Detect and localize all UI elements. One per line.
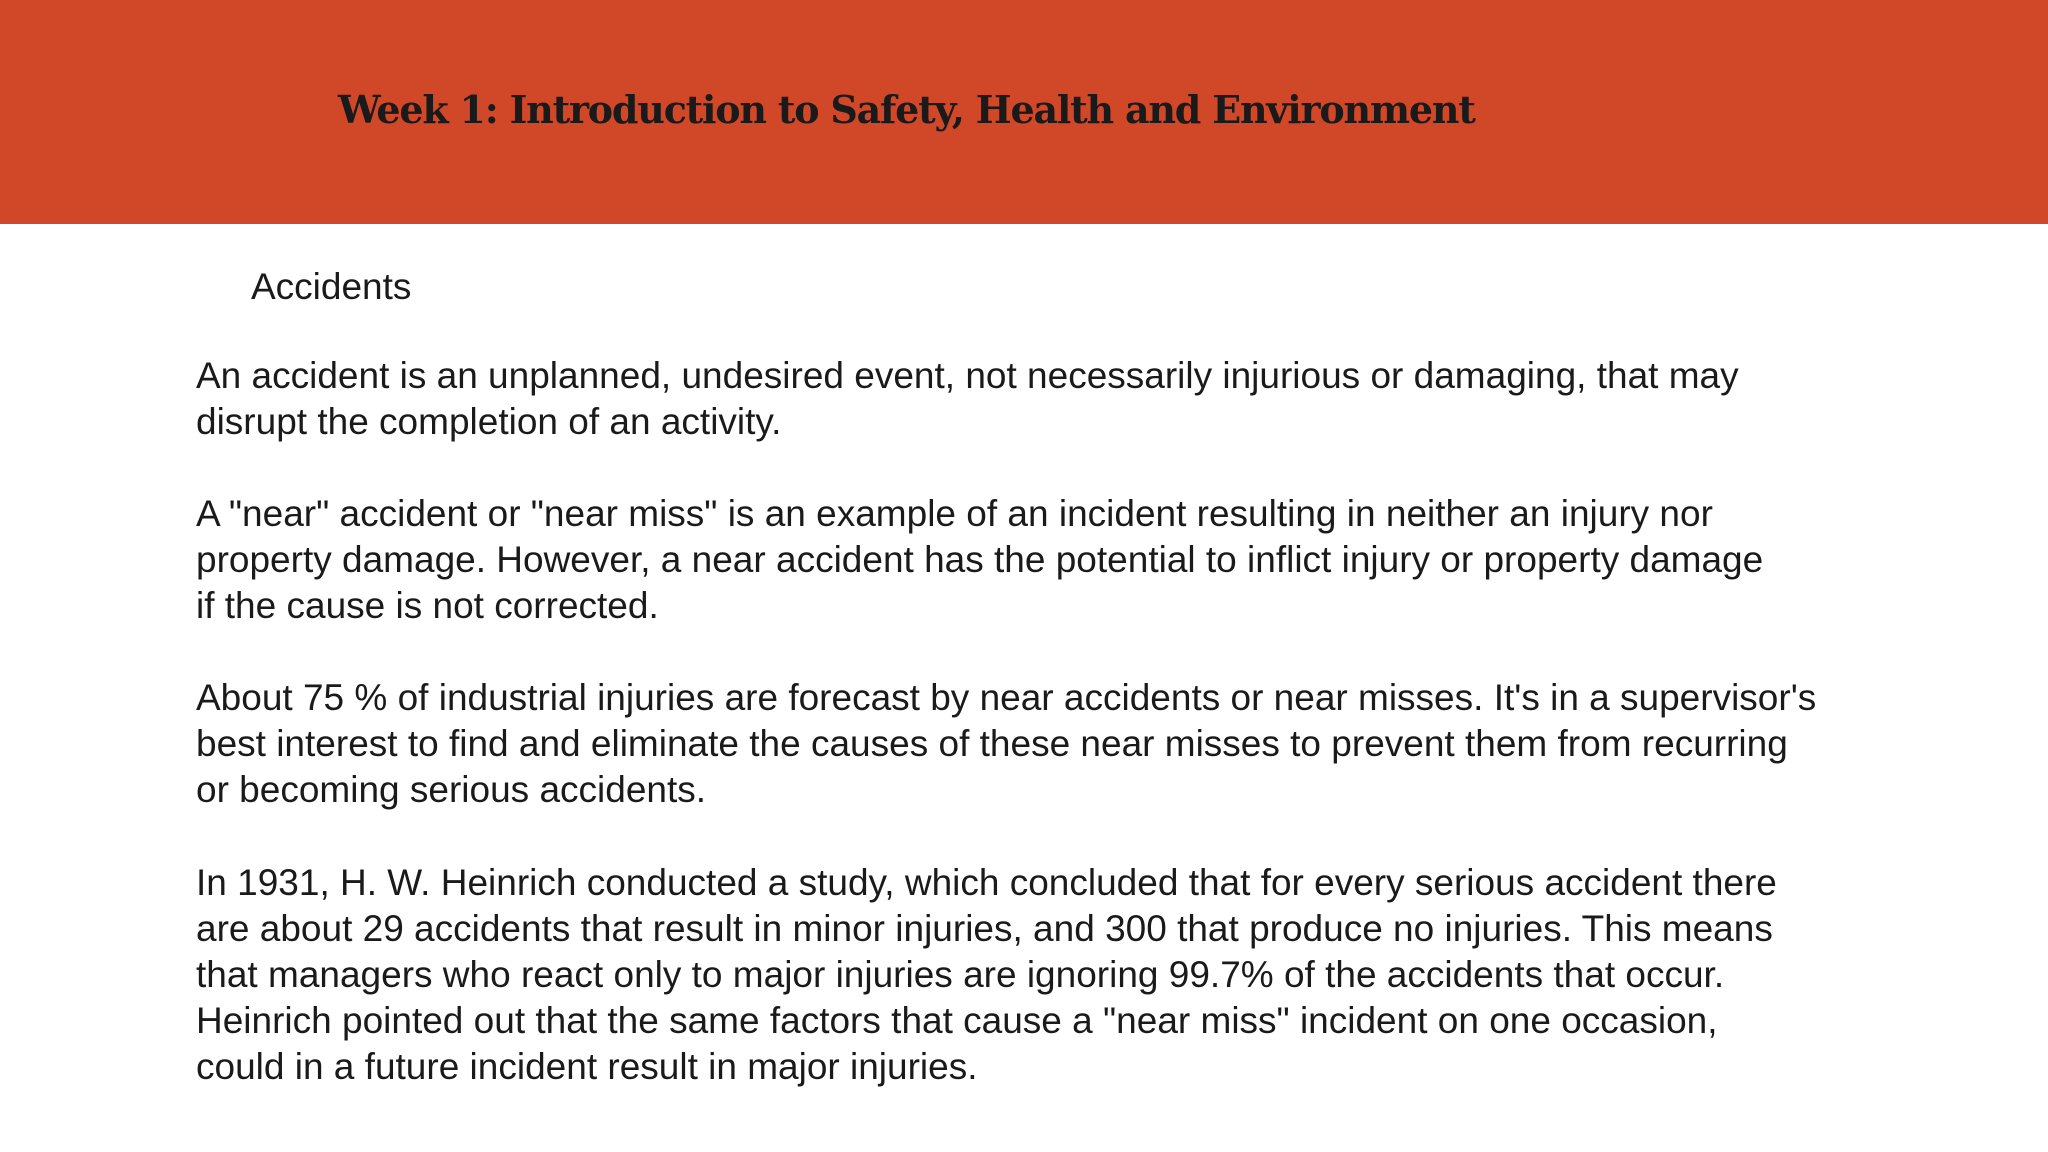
text-line: best interest to find and eliminate the causes of these near misses to prevent them from recurring <box>196 723 1788 764</box>
text-line: Heinrich pointed out that the same factors that cause a "near miss" incident on one occasion, <box>196 1000 1718 1041</box>
text-line: or becoming serious accidents. <box>196 769 707 810</box>
text-line: that managers who react only to major injuries are ignoring 99.7% of the accidents that occur. <box>196 954 1725 995</box>
section-heading: Accidents <box>251 266 412 307</box>
paragraph-near-miss <box>196 491 1876 629</box>
slide-title: Week 1: Introduction to Safety, Health and Environment <box>338 87 1475 132</box>
text-line: if the cause is not corrected. <box>196 585 659 626</box>
text-line: property damage. However, a near accident has the potential to inflict injury or property damage <box>196 539 1764 580</box>
paragraph-industrial-injuries <box>196 675 1876 813</box>
text-line: could in a future incident result in major injuries. <box>196 1046 978 1087</box>
text-line: In 1931, H. W. Heinrich conducted a study, which concluded that for every serious accident there <box>196 862 1777 903</box>
text-line: are about 29 accidents that result in minor injuries, and 300 that produce no injuries. This means <box>196 908 1773 949</box>
text-line: About 75 % of industrial injuries are forecast by near accidents or near misses. It's in a supervisor's <box>196 677 1817 718</box>
paragraph-accident-definition <box>196 353 1876 445</box>
paragraph-heinrich-study <box>196 860 1876 1090</box>
text-line: disrupt the completion of an activity. <box>196 401 782 442</box>
text-line: A "near" accident or "near miss" is an example of an incident resulting in neither an injury nor <box>196 493 1713 534</box>
text-line: An accident is an unplanned, undesired event, not necessarily injurious or damaging, that may <box>196 355 1739 396</box>
